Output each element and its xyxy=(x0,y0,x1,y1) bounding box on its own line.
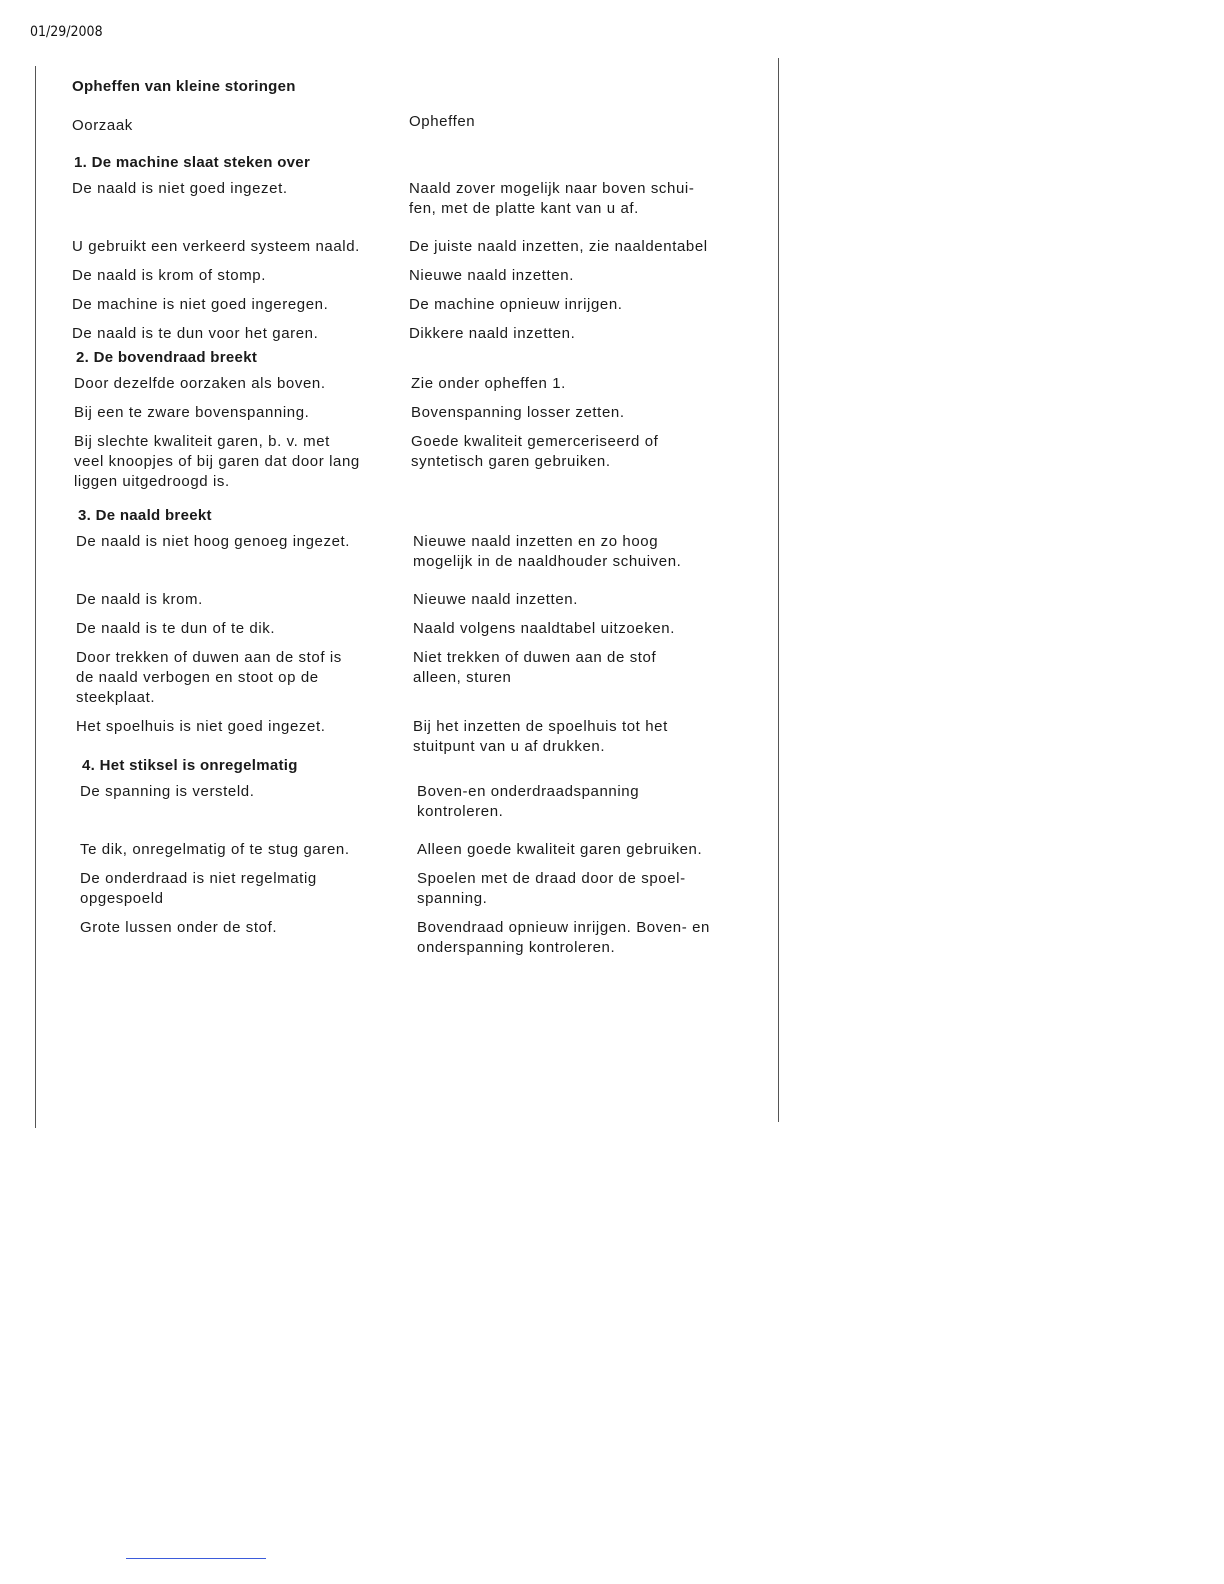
fix-text: Alleen goede kwaliteit garen gebruiken. xyxy=(417,841,703,858)
problem-row xyxy=(76,717,756,757)
fix-text: Naald zover mogelijk naar boven schui- fen, met de platte kant van u af. xyxy=(409,180,695,217)
cause-text: Door trekken of duwen aan de stof is de naald verbogen en stoot op de steekplaat. xyxy=(76,649,342,706)
page-title: Opheffen van kleine storingen xyxy=(72,78,296,95)
section-2 xyxy=(74,349,754,501)
problem-row xyxy=(80,869,760,909)
fix-text: Boven-en onderdraadspanning kontroleren. xyxy=(417,783,640,820)
right-margin-line xyxy=(778,58,779,1122)
problem-row xyxy=(72,295,752,315)
fix-text: Spoelen met de draad door de spoel- spanning. xyxy=(417,870,686,907)
column-header-fix: Opheffen xyxy=(409,113,476,130)
cause-text: Te dik, onregelmatig of te stug garen. xyxy=(80,841,350,858)
print-date: 01/29/2008 xyxy=(30,24,103,40)
cause-text: De naald is te dun of te dik. xyxy=(76,620,276,637)
cause-text: Door dezelfde oorzaken als boven. xyxy=(74,375,326,392)
problem-row xyxy=(80,918,760,958)
fix-text: Bij het inzetten de spoelhuis tot het stuitpunt van u af drukken. xyxy=(413,718,668,755)
problem-row xyxy=(72,237,752,257)
problem-row xyxy=(74,374,754,394)
fix-text: De machine opnieuw inrijgen. xyxy=(409,296,623,313)
fix-text: Bovenspanning losser zetten. xyxy=(411,404,625,421)
problem-row xyxy=(76,532,756,572)
section-title: 1. De machine slaat steken over xyxy=(74,154,311,171)
section-1 xyxy=(72,154,752,353)
cause-text: Bij slechte kwaliteit garen, b. v. met veel knoopjes of bij garen dat door lang liggen uitgedroogd is. xyxy=(74,433,360,490)
cause-text: De machine is niet goed ingeregen. xyxy=(72,296,329,313)
section-title: 2. De bovendraad breekt xyxy=(76,349,258,366)
problem-row xyxy=(74,403,754,423)
problem-row xyxy=(72,324,752,344)
fix-text: Nieuwe naald inzetten en zo hoog mogelijk in de naaldhouder schuiven. xyxy=(413,533,682,570)
footer-link-underline xyxy=(126,1558,266,1559)
fix-text: Dikkere naald inzetten. xyxy=(409,325,576,342)
fix-text: Niet trekken of duwen aan de stof alleen, sturen xyxy=(413,649,657,686)
cause-text: De naald is niet hoog genoeg ingezet. xyxy=(76,533,351,550)
fix-text: Bovendraad opnieuw inrijgen. Boven- en onderspanning kontroleren. xyxy=(417,919,710,956)
problem-row xyxy=(76,648,756,708)
cause-text: De naald is krom of stomp. xyxy=(72,267,267,284)
fix-text: Nieuwe naald inzetten. xyxy=(413,591,578,608)
section-title: 4. Het stiksel is onregelmatig xyxy=(82,757,298,774)
cause-text: De naald is te dun voor het garen. xyxy=(72,325,319,342)
fix-text: Zie onder opheffen 1. xyxy=(411,375,566,392)
problem-row xyxy=(72,266,752,286)
problem-row xyxy=(76,590,756,610)
problem-row xyxy=(80,840,760,860)
column-header-cause: Oorzaak xyxy=(72,117,133,134)
fix-text: Goede kwaliteit gemerceriseerd of syntetisch garen gebruiken. xyxy=(411,433,659,470)
problem-row xyxy=(72,179,752,219)
cause-text: De naald is niet goed ingezet. xyxy=(72,180,288,197)
section-title: 3. De naald breekt xyxy=(78,507,212,524)
section-3 xyxy=(76,507,756,766)
problem-row xyxy=(80,782,760,822)
problem-row xyxy=(74,432,754,492)
cause-text: Grote lussen onder de stof. xyxy=(80,919,278,936)
cause-text: De onderdraad is niet regelmatig opgespoeld xyxy=(80,870,317,907)
section-4 xyxy=(80,757,760,967)
fix-text: Nieuwe naald inzetten. xyxy=(409,267,574,284)
problem-row xyxy=(76,619,756,639)
cause-text: Het spoelhuis is niet goed ingezet. xyxy=(76,718,326,735)
cause-text: De spanning is versteld. xyxy=(80,783,255,800)
fix-text: Naald volgens naaldtabel uitzoeken. xyxy=(413,620,676,637)
cause-text: De naald is krom. xyxy=(76,591,203,608)
cause-text: Bij een te zware bovenspanning. xyxy=(74,404,310,421)
cause-text: U gebruikt een verkeerd systeem naald. xyxy=(72,238,360,255)
left-margin-line xyxy=(35,66,36,1128)
fix-text: De juiste naald inzetten, zie naaldentabel xyxy=(409,238,708,255)
